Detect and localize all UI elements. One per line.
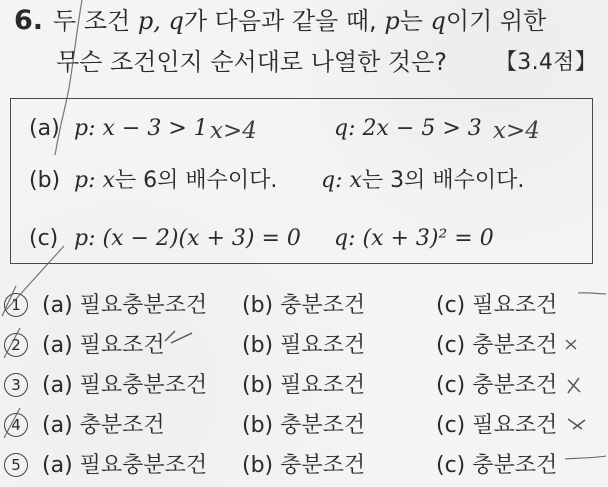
condition-b-p-label: p xyxy=(74,168,89,193)
choice-1-b: (b) 충분조건 xyxy=(242,293,366,318)
question-prefix: 두 조건 xyxy=(53,7,131,35)
choice-3[interactable] xyxy=(4,366,608,406)
handwriting-a-q: x>4 xyxy=(493,118,540,144)
choice-3-c: (c) 충분조건 xyxy=(436,373,558,398)
choice-2[interactable] xyxy=(4,326,608,366)
choice-1-a: (a) 필요충분조건 xyxy=(42,293,208,318)
choice-5-c: (c) 충분조건 xyxy=(436,453,558,478)
condition-b-q-korean: 는 3의 배수이다. xyxy=(361,168,525,193)
question-mid2: 는 xyxy=(399,7,423,35)
choice-4-b: (b) 충분조건 xyxy=(242,413,366,438)
choice-number-3: 3 xyxy=(4,373,28,397)
choice-3-a: (a) 필요충분조건 xyxy=(42,373,208,398)
condition-a-q-label: q xyxy=(334,116,349,141)
choice-5[interactable] xyxy=(4,446,608,486)
condition-c-p-text: : (x − 2)(x + 3) = 0 xyxy=(88,226,301,251)
handwriting-a-p: x>4 xyxy=(210,118,257,144)
choice-2-b: (b) 필요조건 xyxy=(242,333,366,358)
condition-c-p xyxy=(74,221,301,257)
condition-a-q xyxy=(334,111,482,147)
points-label: 【3.4점】 xyxy=(495,50,598,75)
condition-b-p-korean: 는 6의 배수이다. xyxy=(114,168,278,193)
choice-5-a: (a) 필요충분조건 xyxy=(42,453,208,478)
choice-number-4: 4 xyxy=(4,413,28,437)
condition-b-q-math: : x xyxy=(335,168,362,193)
choice-5-b: (b) 충분조건 xyxy=(242,453,366,478)
condition-c-q xyxy=(334,221,494,257)
choice-4-a: (a) 충분조건 xyxy=(42,413,165,438)
condition-a-p-label: p xyxy=(74,116,89,141)
condition-c-q-label: q xyxy=(334,226,349,251)
question-suffix: 이기 위한 xyxy=(445,7,547,35)
condition-c-q-text: : (x + 3)² = 0 xyxy=(348,226,494,251)
condition-b-q-label: q xyxy=(321,168,336,193)
choice-2-c: (c) 충분조건 xyxy=(436,333,558,358)
choice-number-1: 1 xyxy=(4,293,28,317)
choice-number-5: 5 xyxy=(4,453,28,477)
condition-b-p-math: : x xyxy=(88,168,115,193)
condition-c-p-label: p xyxy=(74,226,89,251)
condition-c xyxy=(29,221,582,257)
condition-tag-a: (a) xyxy=(29,116,60,141)
choice-number-2: 2 xyxy=(4,333,28,357)
condition-a-p-text: : x − 3 > 1 xyxy=(88,116,208,141)
choice-4-c: (c) 필요조건 xyxy=(436,413,558,438)
condition-tag-b: (b) xyxy=(29,168,61,193)
condition-b-p xyxy=(74,163,277,199)
question-line-2: 무슨 조건인지 순서대로 나열한 것은? xyxy=(56,48,448,76)
question-q: q xyxy=(430,7,446,35)
choice-4[interactable] xyxy=(4,406,608,446)
condition-a-p xyxy=(74,111,208,147)
question-p: p xyxy=(384,7,400,35)
condition-a-q-text: : 2x − 5 > 3 xyxy=(348,116,482,141)
question-number: 6. xyxy=(14,5,44,36)
answer-choices xyxy=(4,286,608,486)
choice-1-c: (c) 필요조건 xyxy=(436,293,558,318)
question-mid: 가 다음과 같을 때, xyxy=(183,7,377,35)
choice-1[interactable] xyxy=(4,286,608,326)
condition-b-q xyxy=(321,163,524,199)
question-line-1 xyxy=(14,6,546,36)
choice-2-a: (a) 필요조건 xyxy=(42,333,165,358)
condition-b xyxy=(29,163,582,199)
question-vars: p, q xyxy=(137,7,184,35)
choice-3-b: (b) 필요조건 xyxy=(242,373,366,398)
condition-tag-c: (c) xyxy=(29,226,59,251)
